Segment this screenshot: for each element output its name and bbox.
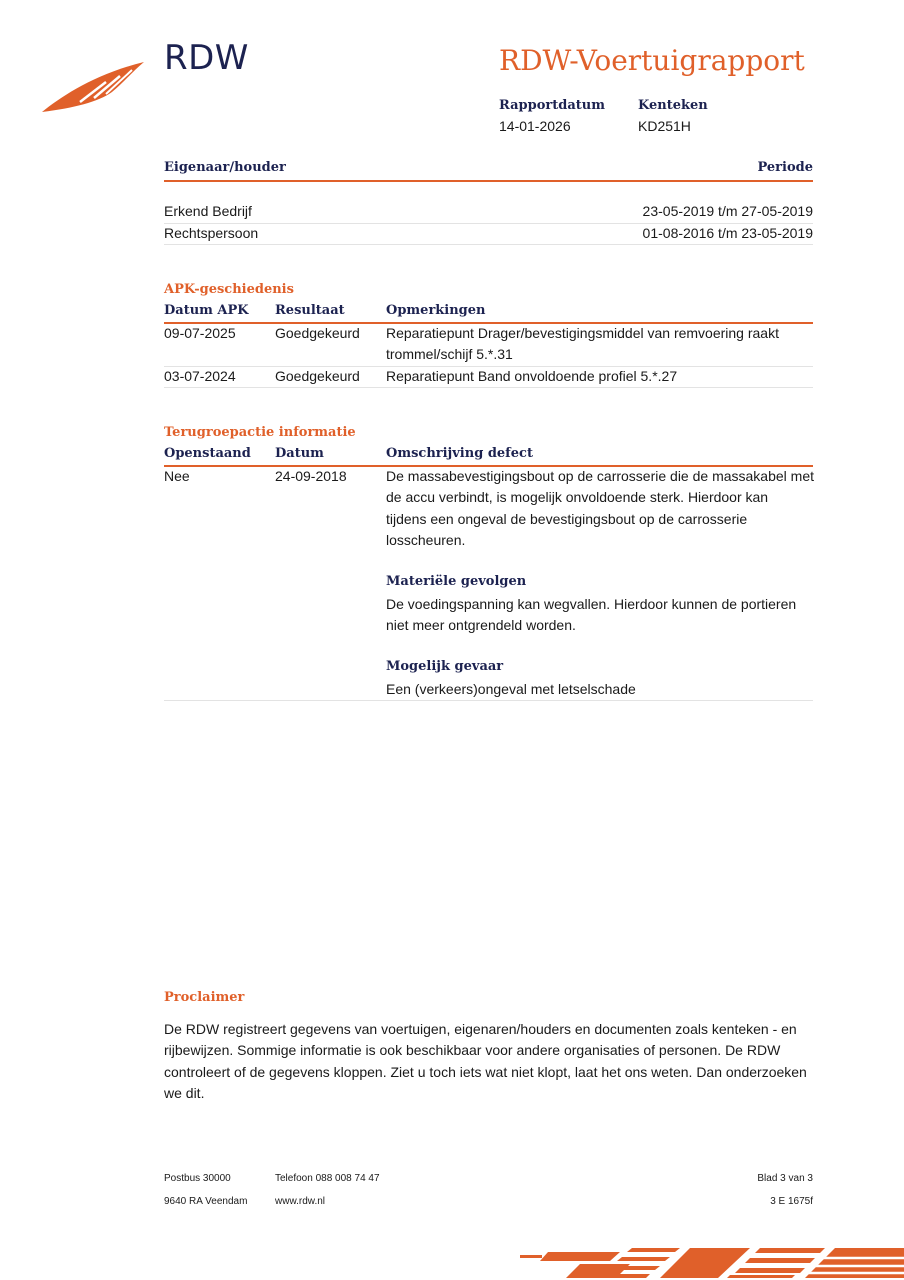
proclaimer-line: rijbewijzen. Sommige informatie is ook beschikbaar voor andere organisaties of personen. De RDW [164, 1042, 781, 1058]
row-divider [164, 244, 813, 245]
footer-phone: Telefoon 088 008 74 47 [275, 1173, 380, 1184]
consequences-title: Materiële gevolgen [386, 574, 527, 589]
plate-number: KD251H [638, 118, 691, 134]
danger-text: Een (verkeers)ongeval met letselschade [386, 681, 636, 697]
row-divider [164, 700, 813, 701]
apk-remarks-continued: trommel/schijf 5.*.31 [386, 346, 513, 362]
row-divider [164, 366, 813, 367]
apk-date-header: Datum APK [164, 303, 249, 318]
apk-header-rule [164, 322, 813, 324]
proclaimer-line: controleert of de gegevens kloppen. Ziet u toch iets wat niet klopt, laat het ons weten. Dan onderzoeken [164, 1064, 807, 1080]
consequences-line: niet meer ontgrendeld worden. [386, 617, 576, 633]
recall-open-header: Openstaand [164, 446, 251, 461]
recall-header-rule [164, 465, 813, 467]
apk-section-title: APK-geschiedenis [164, 282, 294, 297]
period-column-header: Periode [757, 160, 813, 175]
recall-desc-line: losscheuren. [386, 532, 466, 548]
recall-desc-line: tijdens een ongeval de bevestigingsbout op de carrosserie [386, 511, 748, 527]
owner-name: Erkend Bedrijf [164, 203, 252, 219]
report-title: RDW-Voertuigrapport [499, 44, 805, 77]
owner-period: 23-05-2019 t/m 27-05-2019 [642, 203, 813, 219]
consequences-line: De voedingspanning kan wegvallen. Hierdoor kunnen de portieren [386, 596, 797, 612]
recall-open-value: Nee [164, 468, 190, 484]
rdw-logo-icon [40, 56, 150, 116]
plate-label: Kenteken [638, 98, 708, 113]
footer-city: 9640 RA Veendam [164, 1196, 248, 1207]
recall-desc-line: De massabevestigingsbout op de carrosserie die de massakabel met [386, 468, 815, 484]
apk-result: Goedgekeurd [275, 368, 360, 384]
owner-column-header: Eigenaar/houder [164, 160, 286, 175]
recall-date-value: 24-09-2018 [275, 468, 347, 484]
apk-date: 03-07-2024 [164, 368, 236, 384]
footer-website[interactable]: www.rdw.nl [275, 1196, 326, 1207]
apk-remarks-header: Opmerkingen [386, 303, 486, 318]
row-divider [164, 223, 813, 224]
apk-result-header: Resultaat [275, 303, 345, 318]
recall-desc-line: de accu verbindt, is mogelijk onvoldoende sterk. Hierdoor kan [386, 489, 769, 505]
footer-postbus: Postbus 30000 [164, 1173, 231, 1184]
recall-date-header: Datum [275, 446, 324, 461]
footer-page-number: Blad 3 van 3 [757, 1173, 813, 1184]
apk-remarks: Reparatiepunt Drager/bevestigingsmiddel van remvoering raakt [386, 325, 779, 341]
apk-remarks: Reparatiepunt Band onvoldoende profiel 5.*.27 [386, 368, 678, 384]
report-date-label: Rapportdatum [499, 98, 605, 113]
apk-result: Goedgekeurd [275, 325, 360, 341]
proclaimer-line: De RDW registreert gegevens van voertuigen, eigenaren/houders en documenten zoals kenteken - en [164, 1021, 797, 1037]
logo-text: RDW [164, 38, 249, 78]
apk-date: 09-07-2025 [164, 325, 236, 341]
proclaimer-line: we dit. [164, 1085, 205, 1101]
recall-section-title: Terugroepactie informatie [164, 425, 356, 440]
recall-desc-header: Omschrijving defect [386, 446, 533, 461]
footer-code: 3 E 1675f [770, 1196, 813, 1207]
decorative-stripes-icon [520, 1244, 904, 1280]
danger-title: Mogelijk gevaar [386, 659, 504, 674]
report-date: 14-01-2026 [499, 118, 571, 134]
owner-name: Rechtspersoon [164, 225, 259, 241]
owner-period: 01-08-2016 t/m 23-05-2019 [642, 225, 813, 241]
row-divider [164, 387, 813, 388]
owners-header-rule [164, 180, 813, 182]
proclaimer-title: Proclaimer [164, 990, 245, 1005]
